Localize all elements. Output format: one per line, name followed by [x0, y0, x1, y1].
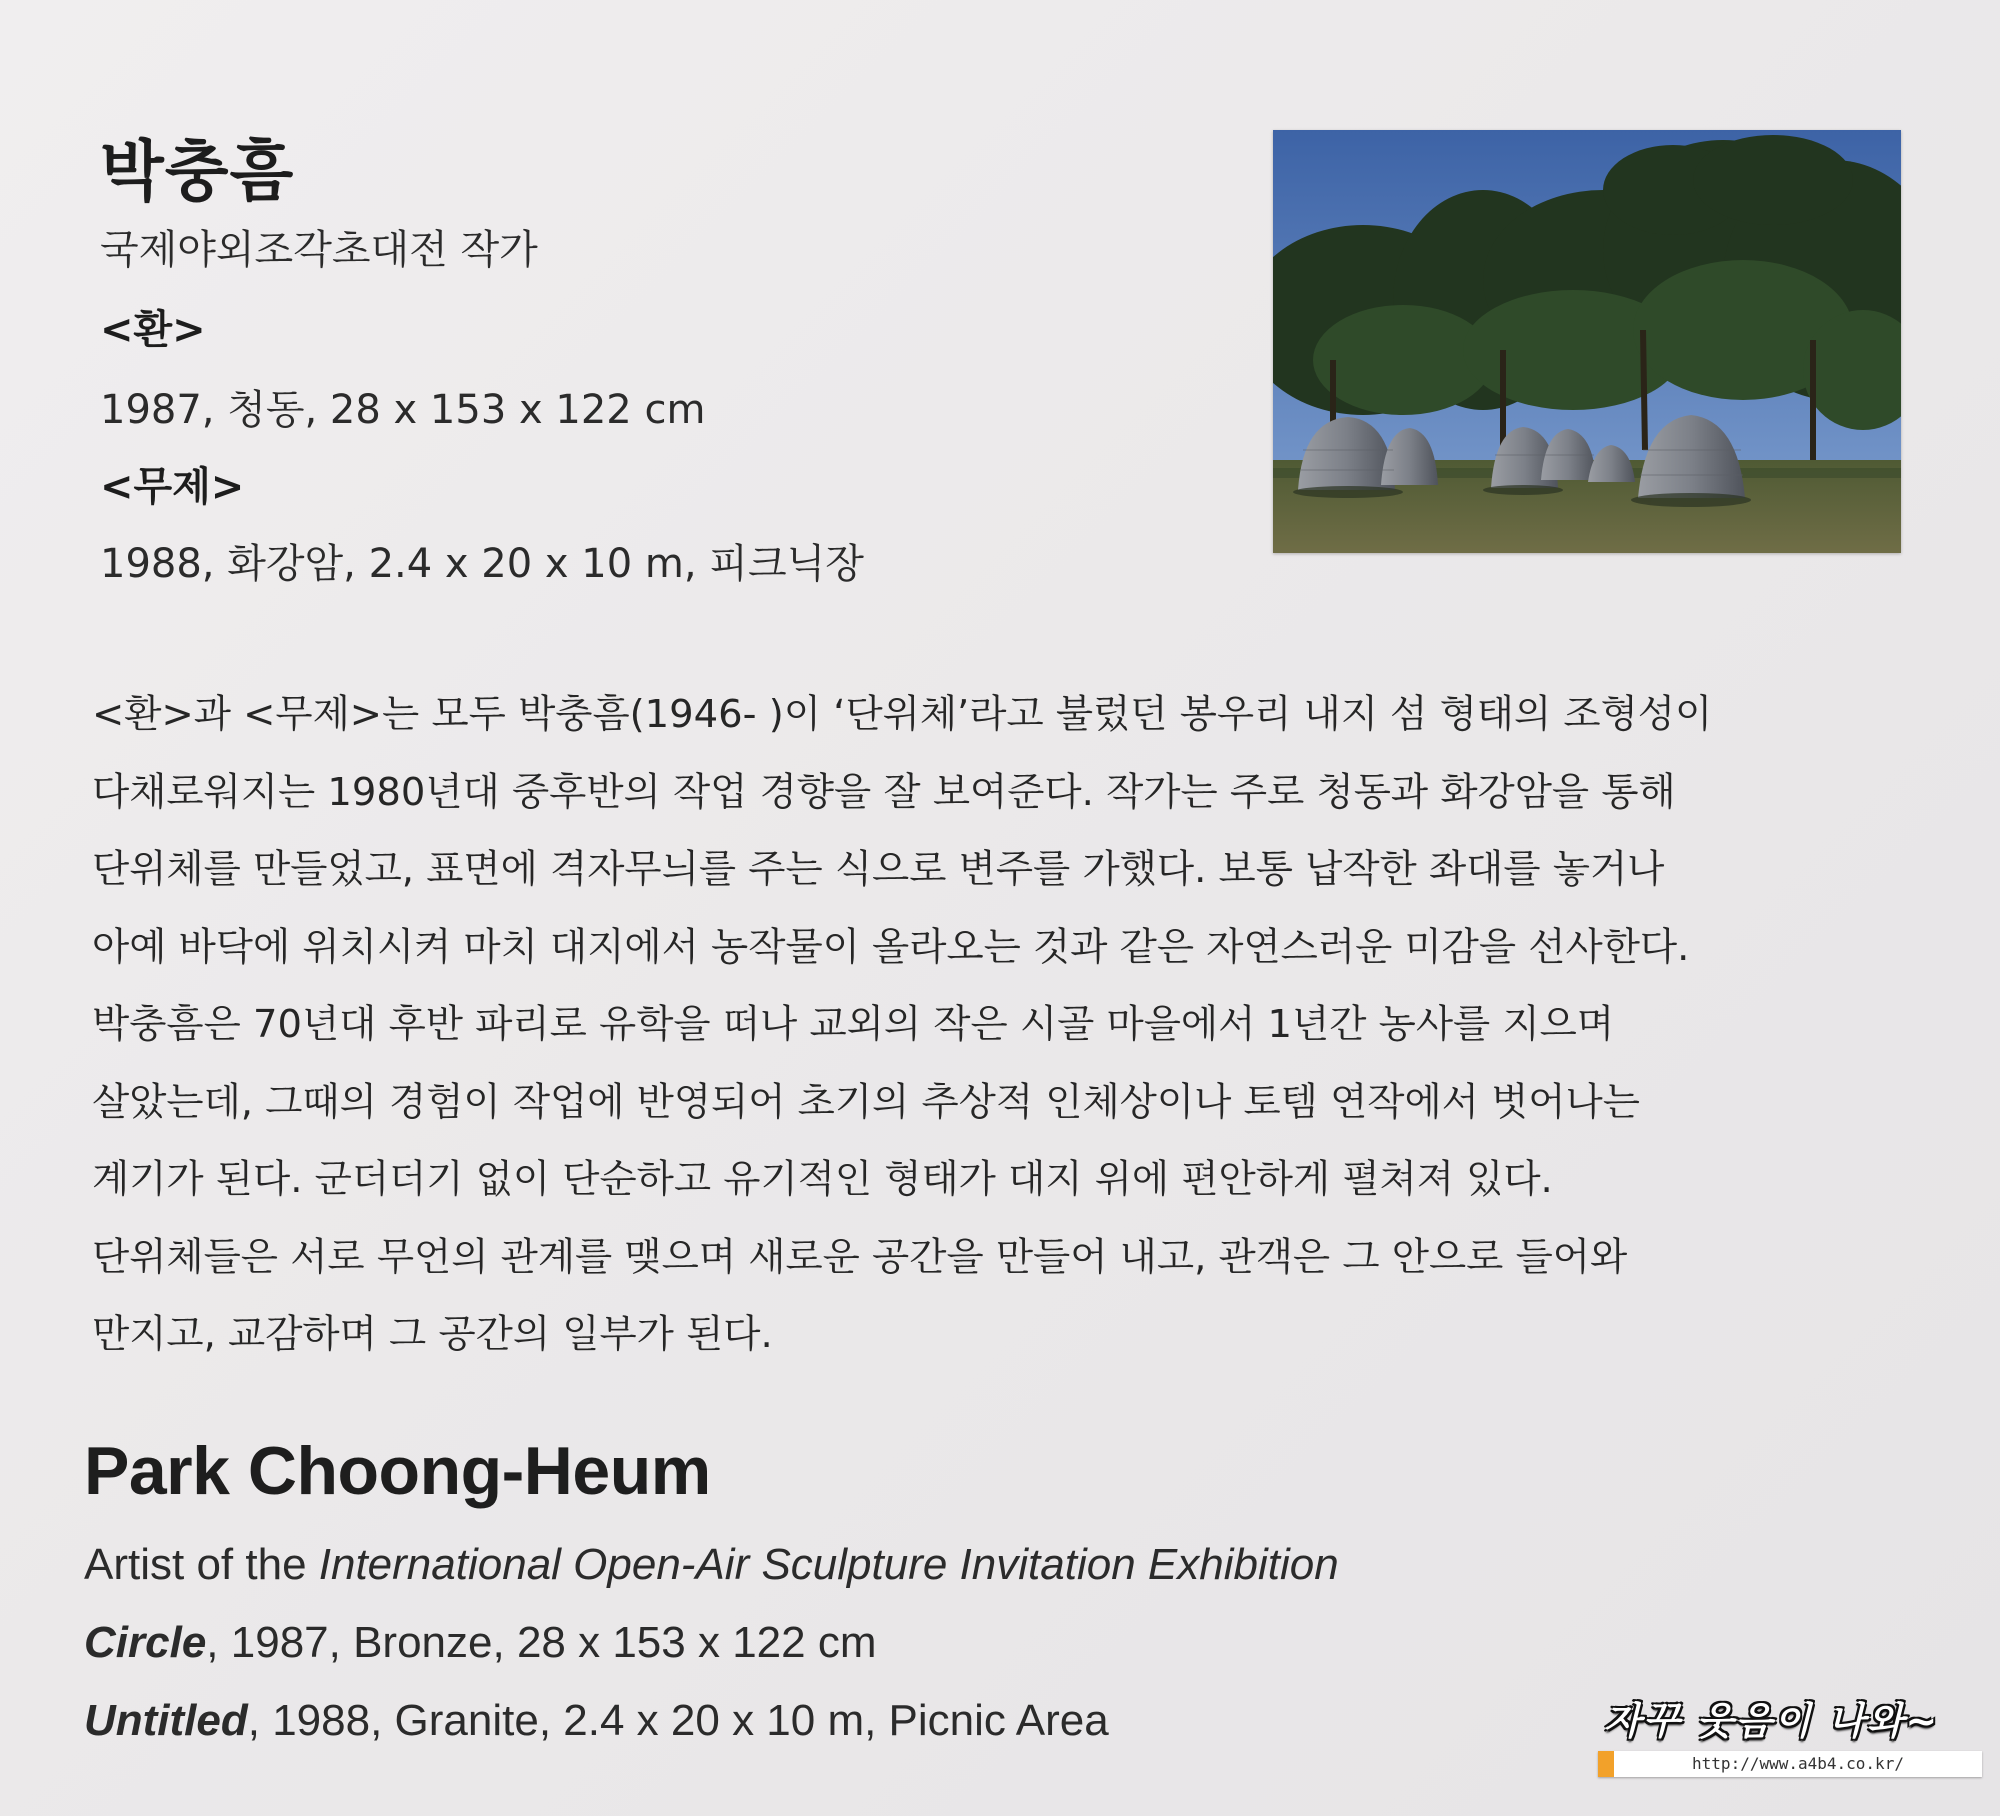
description-line: 아예 바닥에 위치시켜 마치 대지에서 농작물이 올라오는 것과 같은 자연스러운 미감을 선사한다. [92, 924, 1690, 970]
watermark [1604, 1690, 1974, 1777]
role-prefix: Artist of the [84, 1540, 319, 1589]
description-korean [92, 676, 1972, 1374]
work1-details-korean: 1987, 청동, 28 x 153 x 122 cm [100, 387, 706, 433]
description-line: 단위체들은 서로 무언의 관계를 맺으며 새로운 공간을 만들어 내고, 관객은 그 안으로 들어와 [92, 1234, 1628, 1280]
work1-details-english: , 1987, Bronze, 28 x 153 x 122 cm [206, 1618, 877, 1667]
description-line: 박충흠은 70년대 후반 파리로 유학을 떠나 교외의 작은 시골 마을에서 1년간 농사를 지으며 [92, 1002, 1615, 1047]
description-line: 계기가 된다. 군더더기 없이 단순하고 유기적인 형태가 대지 위에 편안하게 펼쳐져 있다. [92, 1157, 1553, 1202]
sculpture-photo [1273, 130, 1901, 553]
artist-name-korean: 박충흠 [100, 133, 295, 210]
description-line: 단위체를 만들었고, 표면에 격자무늬를 주는 식으로 변주를 가했다. 보통 납작한 좌대를 놓거나 [92, 847, 1665, 892]
work1-title-korean: <환> [100, 307, 206, 353]
description-line: <환>과 <무제>는 모두 박충흠(1946- )이 ‘단위체’라고 불렀던 봉우리 내지 섬 형태의 조형성이 [92, 692, 1713, 737]
artist-role-korean: 국제야외조각초대전 작가 [100, 227, 538, 273]
description-line: 만지고, 교감하며 그 공간의 일부가 된다. [92, 1312, 773, 1357]
work2-details-english: , 1988, Granite, 2.4 x 20 x 10 m, Picnic Area [247, 1696, 1109, 1745]
description-line: 다채로워지는 1980년대 중후반의 작업 경향을 잘 보여준다. 작가는 주로 청동과 화강암을 통해 [92, 769, 1676, 815]
watermark-url: http://www.a4b4.co.kr/ [1598, 1751, 1982, 1777]
work1-title-english: Circle [84, 1618, 207, 1667]
artist-name-english: Park Choong-Heum [84, 1433, 711, 1509]
work2-title-korean: <무제> [100, 464, 245, 510]
work1-english [84, 1618, 876, 1668]
description-line: 살았는데, 그때의 경험이 작업에 반영되어 초기의 추상적 인체상이나 토템 연작에서 벗어나는 [92, 1079, 1640, 1125]
watermark-text: 자꾸 웃음이 나와~ [1604, 1699, 1940, 1743]
work2-english [84, 1696, 1109, 1746]
work2-title-english: Untitled [84, 1696, 248, 1745]
exhibition-title: International Open-Air Sculpture Invitation Exhibition [318, 1540, 1339, 1589]
artist-role-english [84, 1540, 1339, 1590]
work2-details-korean: 1988, 화강암, 2.4 x 20 x 10 m, 피크닉장 [100, 541, 864, 587]
